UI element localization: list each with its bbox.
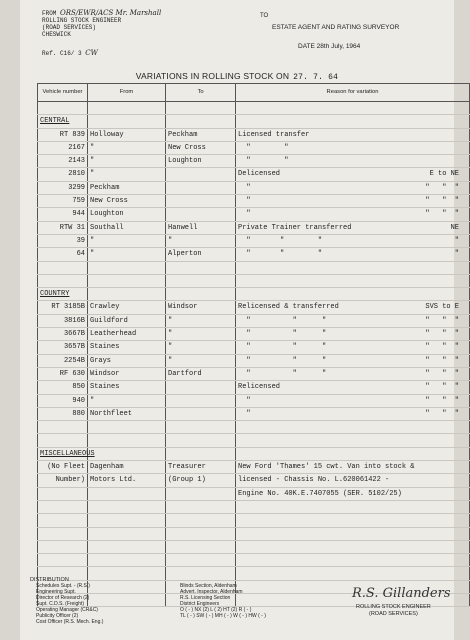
from-cell — [88, 447, 166, 460]
reason-text: " " " — [238, 236, 323, 245]
table-row — [38, 234, 470, 247]
licence-code: " " " — [425, 316, 459, 325]
to-cell — [166, 447, 236, 460]
to-cell — [166, 500, 236, 513]
licence-code: " " " — [425, 330, 459, 339]
distribution-item: O ( - ) NX (2) L ( 2) HT (2) R ( - ) — [180, 607, 252, 613]
from-cell: Guildford — [88, 314, 166, 327]
section-heading: COUNTRY — [38, 288, 88, 301]
distribution-label: DISTRIBUTION — [30, 577, 69, 583]
from-cell — [88, 554, 166, 567]
from-cell: Grays — [88, 354, 166, 367]
vehicle-number-cell — [38, 487, 88, 500]
reference-number: Ref. C16/ 3 — [42, 50, 82, 57]
reason-cell — [236, 367, 470, 380]
to-label: TO — [260, 13, 269, 19]
table-row — [38, 407, 470, 420]
from-cell: Dagenham — [88, 461, 166, 474]
reason-text: " " " — [238, 316, 327, 325]
vehicle-number-cell: 2143 — [38, 155, 88, 168]
from-cell: Southall — [88, 221, 166, 234]
reason-cell — [236, 128, 470, 141]
distribution-item: Blinds Section, Aldenham — [180, 583, 237, 589]
vehicle-number-cell: 944 — [38, 208, 88, 221]
reason-cell — [236, 115, 470, 128]
table-row — [38, 248, 470, 261]
table-row — [38, 115, 470, 128]
distribution-item: Advert. Inspector, Aldenham — [180, 589, 243, 595]
col-from: From — [88, 84, 166, 102]
table-row — [38, 500, 470, 513]
signature-title: ROLLING STOCK ENGINEER — [356, 604, 431, 610]
reason-cell — [236, 288, 470, 301]
reason-text: " " " — [238, 356, 327, 365]
reason-cell — [236, 540, 470, 553]
from-cell — [88, 288, 166, 301]
reason-cell — [236, 181, 470, 194]
reason-text: " — [238, 183, 251, 192]
section-heading: CENTRAL — [38, 115, 88, 128]
from-cell: " — [88, 155, 166, 168]
from-cell: Motors Ltd. — [88, 474, 166, 487]
table-row — [38, 288, 470, 301]
from-cell: Crawley — [88, 301, 166, 314]
vehicle-number-cell — [38, 500, 88, 513]
distribution-item: R.S. Licensing Section — [180, 595, 231, 601]
reason-text: " — [238, 409, 251, 418]
table-row — [38, 341, 470, 354]
reason-cell — [236, 500, 470, 513]
to-cell — [166, 434, 236, 447]
reason-text: Private Trainer transferred — [238, 223, 352, 232]
to-cell — [166, 102, 236, 115]
reason-cell — [236, 341, 470, 354]
reason-text: " " " — [238, 330, 327, 339]
to-cell: Windsor — [166, 301, 236, 314]
vehicle-number-cell — [38, 554, 88, 567]
reason-cell — [236, 554, 470, 567]
to-cell: New Cross — [166, 141, 236, 154]
to-value: ESTATE AGENT AND RATING SURVEYOR — [272, 24, 400, 31]
ref-handwritten: CW — [85, 49, 98, 57]
reason-cell — [236, 155, 470, 168]
from-cell: Peckham — [88, 181, 166, 194]
reason-cell — [236, 434, 470, 447]
reason-cell — [236, 487, 470, 500]
reason-cell — [236, 314, 470, 327]
reason-cell — [236, 195, 470, 208]
reason-text: Relicensed & transferred — [238, 303, 339, 312]
signature-subtitle: (ROAD SERVICES) — [368, 610, 418, 617]
to-cell: Loughton — [166, 155, 236, 168]
from-cell — [88, 274, 166, 287]
from-block — [42, 10, 161, 57]
section-heading: MISCELLANEOUS — [38, 447, 88, 460]
licence-code: " " " — [425, 369, 459, 378]
reason-cell — [236, 141, 470, 154]
reason-cell — [236, 381, 470, 394]
from-cell: " — [88, 394, 166, 407]
to-cell — [166, 274, 236, 287]
reason-text: New Ford 'Thames' 15 cwt. Van into stock & — [238, 463, 415, 472]
vehicle-number-cell — [38, 102, 88, 115]
licence-code: NE — [450, 223, 459, 232]
licence-code: " — [454, 236, 459, 245]
table-row — [38, 274, 470, 287]
reason-cell — [236, 301, 470, 314]
reason-text: licensed - Chassis No. L.620061422 - — [238, 476, 390, 485]
table-row — [38, 527, 470, 540]
to-cell — [166, 421, 236, 434]
table-row — [38, 168, 470, 181]
distribution-list-2 — [180, 583, 266, 619]
to-cell — [166, 181, 236, 194]
from-cell: " — [88, 248, 166, 261]
table-body — [38, 102, 470, 607]
reason-text: Delicensed — [238, 170, 281, 179]
form-page — [20, 0, 459, 640]
reason-text: " " " — [238, 343, 327, 352]
distribution-item: District Engineers — [180, 601, 220, 607]
distribution-item: Cost Officer (R.S. Mech. Eng.) — [36, 619, 104, 625]
distribution-list — [30, 577, 103, 625]
table-row — [38, 128, 470, 141]
vehicle-number-cell: (No Fleet — [38, 461, 88, 474]
date-value: 28th July, 1964 — [316, 43, 361, 50]
table-row — [38, 487, 470, 500]
to-cell: Peckham — [166, 128, 236, 141]
table-row — [38, 381, 470, 394]
from-cell — [88, 527, 166, 540]
table-row — [38, 261, 470, 274]
to-cell — [166, 487, 236, 500]
table-row — [38, 141, 470, 154]
table-row — [38, 102, 470, 115]
table-row — [38, 394, 470, 407]
reason-cell — [236, 567, 470, 580]
vehicle-number-cell: 850 — [38, 381, 88, 394]
to-cell — [166, 195, 236, 208]
table-row — [38, 328, 470, 341]
distribution-item: Publicity Officer (2) — [36, 613, 79, 619]
from-cell — [88, 540, 166, 553]
vehicle-number-cell: 3657B — [38, 341, 88, 354]
to-cell — [166, 381, 236, 394]
vehicle-number-cell: 2167 — [38, 141, 88, 154]
from-cell: Northfleet — [88, 407, 166, 420]
vehicle-number-cell: 64 — [38, 248, 88, 261]
reason-cell — [236, 208, 470, 221]
distribution-item: Schedules Supt. - (R.S.) — [36, 583, 90, 589]
to-cell: " — [166, 314, 236, 327]
reason-cell — [236, 274, 470, 287]
to-cell — [166, 208, 236, 221]
table-row — [38, 221, 470, 234]
vehicle-number-cell: 3816B — [38, 314, 88, 327]
licence-code: " " " — [425, 383, 459, 392]
to-cell — [166, 407, 236, 420]
from-cell: Holloway — [88, 128, 166, 141]
table-row — [38, 514, 470, 527]
from-cell: " — [88, 141, 166, 154]
reason-text: " — [238, 396, 251, 405]
table-row — [38, 554, 470, 567]
to-block — [260, 12, 399, 51]
reason-text: " — [238, 210, 251, 219]
table-row — [38, 314, 470, 327]
table-row — [38, 181, 470, 194]
vehicle-number-cell: 2254B — [38, 354, 88, 367]
to-cell: Treasurer — [166, 461, 236, 474]
distribution-item: Supt. C.D.S. (Freight) — [36, 601, 85, 607]
distribution-item: Operating Manager (CR&C) — [36, 607, 98, 613]
col-vehicle-number: Vehicle number — [38, 84, 88, 102]
from-label: FROM — [42, 10, 57, 17]
from-cell: New Cross — [88, 195, 166, 208]
table-row — [38, 447, 470, 460]
table-row — [38, 434, 470, 447]
vehicle-number-cell: RT 839 — [38, 128, 88, 141]
to-cell — [166, 288, 236, 301]
col-reason: Reason for variation — [236, 84, 470, 102]
from-cell: " — [88, 234, 166, 247]
licence-code: " " " — [425, 210, 459, 219]
to-cell: " — [166, 328, 236, 341]
distribution-item: TL ( - ) SW ( - ) MH ( - ) W ( - ) HW ( - ) — [180, 613, 266, 619]
to-cell: " — [166, 341, 236, 354]
reason-cell — [236, 407, 470, 420]
vehicle-number-cell — [38, 434, 88, 447]
table-row — [38, 540, 470, 553]
reason-text: " — [238, 197, 251, 206]
vehicle-number-cell: RT 3185B — [38, 301, 88, 314]
to-cell — [166, 168, 236, 181]
reason-text: Engine No. 40K.E.7407055 (SER. 5102/25) — [238, 489, 402, 498]
licence-code: " " " — [425, 356, 459, 365]
handwritten-annotation: ORS/EWR/ACS Mr. Marshall — [60, 9, 162, 17]
vehicle-number-cell: 3667B — [38, 328, 88, 341]
from-cell — [88, 421, 166, 434]
vehicle-number-cell: Number) — [38, 474, 88, 487]
signature-caption — [356, 604, 431, 617]
to-cell: Alperton — [166, 248, 236, 261]
vehicle-number-cell — [38, 261, 88, 274]
reason-cell — [236, 514, 470, 527]
to-cell: (Group 1) — [166, 474, 236, 487]
vehicle-number-cell — [38, 540, 88, 553]
reason-cell — [236, 328, 470, 341]
table-row — [38, 208, 470, 221]
table-row — [38, 354, 470, 367]
reason-cell — [236, 354, 470, 367]
table-row — [38, 301, 470, 314]
distribution-item: Director of Research (2) — [36, 595, 90, 601]
reason-text: " " — [238, 143, 289, 152]
reason-text: Relicensed — [238, 383, 281, 392]
table-row — [38, 421, 470, 434]
to-cell — [166, 527, 236, 540]
to-cell — [166, 554, 236, 567]
from-cell: Loughton — [88, 208, 166, 221]
from-cell: " — [88, 168, 166, 181]
licence-code: " — [454, 250, 459, 259]
office-line-1: ROLLING STOCK ENGINEER — [42, 17, 122, 24]
vehicle-number-cell: 2810 — [38, 168, 88, 181]
col-to: To — [166, 84, 236, 102]
reason-cell — [236, 221, 470, 234]
reason-cell — [236, 527, 470, 540]
from-cell: Leatherhead — [88, 328, 166, 341]
to-cell — [166, 261, 236, 274]
reason-text: " " — [238, 157, 289, 166]
table-row — [38, 474, 470, 487]
table-row — [38, 155, 470, 168]
date-label: DATE — [298, 43, 315, 50]
distribution-item: Engineering Supt. — [36, 589, 76, 595]
table-row — [38, 367, 470, 380]
from-cell — [88, 434, 166, 447]
vehicle-number-cell — [38, 421, 88, 434]
licence-code: " " " — [425, 343, 459, 352]
vehicle-number-cell: 880 — [38, 407, 88, 420]
licence-code: " " " — [425, 197, 459, 206]
signature: R.S. Gillanders — [352, 586, 451, 601]
to-cell — [166, 567, 236, 580]
to-cell — [166, 115, 236, 128]
to-cell: " — [166, 234, 236, 247]
licence-code: SVS to E — [425, 303, 459, 312]
from-cell — [88, 102, 166, 115]
reason-text: " " " — [238, 250, 323, 259]
vehicle-number-cell: RF 630 — [38, 367, 88, 380]
reason-cell — [236, 394, 470, 407]
vehicle-number-cell — [38, 527, 88, 540]
vehicle-number-cell: 39 — [38, 234, 88, 247]
reason-cell — [236, 474, 470, 487]
reason-text: " " " — [238, 369, 327, 378]
reason-cell — [236, 168, 470, 181]
office-line-3: CHESWICK — [42, 31, 71, 38]
reason-cell — [236, 261, 470, 274]
from-cell — [88, 261, 166, 274]
title-text: VARIATIONS IN ROLLING STOCK ON — [135, 71, 290, 81]
from-cell — [88, 500, 166, 513]
licence-code: E to NE — [429, 170, 459, 179]
vehicle-number-cell: 759 — [38, 195, 88, 208]
reason-cell — [236, 248, 470, 261]
reason-cell — [236, 461, 470, 474]
vehicle-number-cell — [38, 274, 88, 287]
reason-cell — [236, 447, 470, 460]
reason-cell — [236, 102, 470, 115]
from-cell — [88, 115, 166, 128]
table-header-row — [38, 84, 470, 102]
to-cell — [166, 540, 236, 553]
table-row — [38, 195, 470, 208]
from-cell: Windsor — [88, 367, 166, 380]
from-cell: Staines — [88, 381, 166, 394]
vehicle-number-cell — [38, 514, 88, 527]
from-cell — [88, 514, 166, 527]
reason-text: Licensed transfer — [238, 130, 310, 139]
vehicle-number-cell: 3299 — [38, 181, 88, 194]
licence-code: " " " — [425, 409, 459, 418]
page-title — [20, 71, 454, 82]
variations-table — [37, 83, 470, 607]
to-cell: " — [166, 354, 236, 367]
to-cell: Hanwell — [166, 221, 236, 234]
vehicle-number-cell: RTW 31 — [38, 221, 88, 234]
licence-code: " " " — [425, 396, 459, 405]
title-date: 27. 7. 64 — [293, 73, 339, 82]
reason-cell — [236, 234, 470, 247]
reason-cell — [236, 421, 470, 434]
from-cell: Staines — [88, 341, 166, 354]
to-cell — [166, 394, 236, 407]
table-row — [38, 461, 470, 474]
to-cell: Dartford — [166, 367, 236, 380]
office-line-2: (ROAD SERVICES) — [42, 24, 97, 31]
to-cell — [166, 514, 236, 527]
from-cell — [88, 487, 166, 500]
vehicle-number-cell: 940 — [38, 394, 88, 407]
licence-code: " " " — [425, 183, 459, 192]
